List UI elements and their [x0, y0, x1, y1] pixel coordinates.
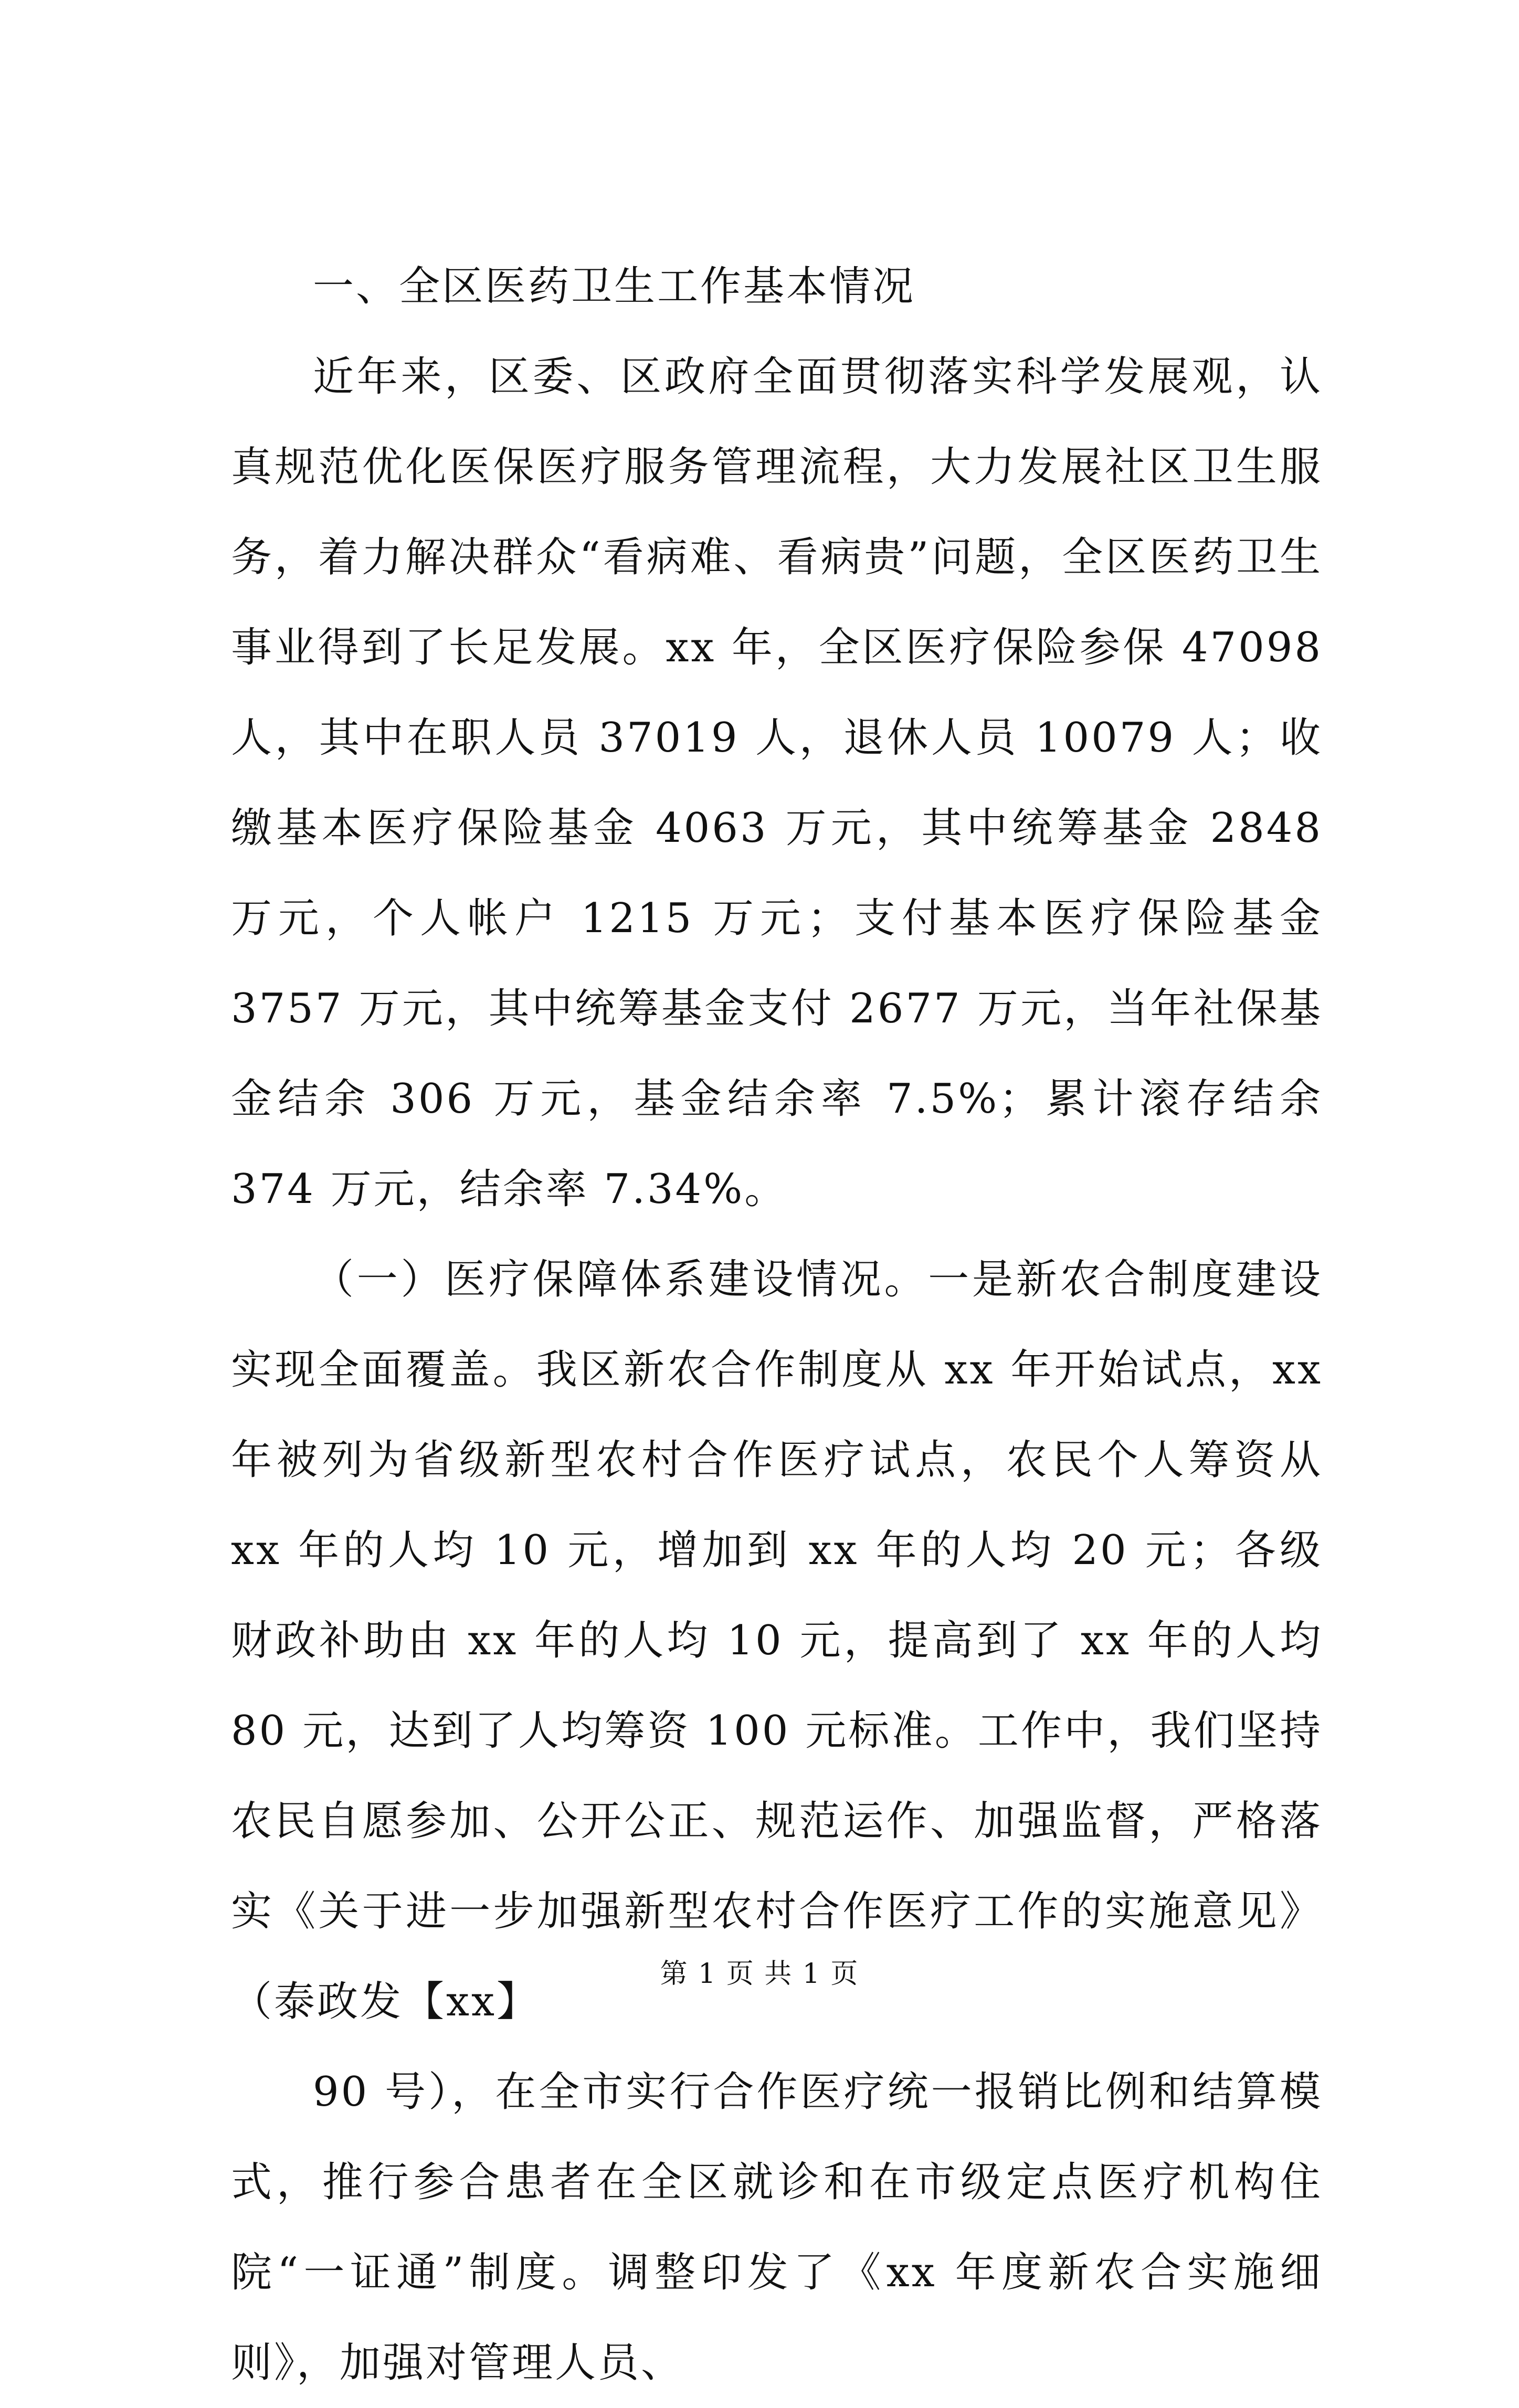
paragraph-overview: 近年来，区委、区政府全面贯彻落实科学发展观，认真规范优化医保医疗服务管理流程，大力发展社区卫生服务，着力解决群众“看病难、看病贵”问题，全区医药卫生事业得到了长足发展。xx 年，全区医疗保险参保 47098 人，其中在职人员 37019 人，退休人员 10079 人；收缴基本医疗保险基金 4063 万元，其中统筹基金 2848 万元，个人帐户 1215 万元；支付基本医疗保险基金 3757 万元，其中统筹基金支付 2677 万元，当年社保基金结余 306 万元，基金结余率 7.5%；累计滚存结余 374 万元，结余率 7.34%。 [231, 353, 1323, 1213]
paragraph-continuation: 90 号），在全市实行合作医疗统一报销比例和结算模式，推行参合患者在全区就诊和在市级定点医疗机构住院“一证通”制度。调整印发了《xx 年度新农合实施细则》，加强对管理人员、 [231, 2068, 1323, 2386]
document-body [231, 241, 1323, 2408]
section-heading: 一、全区医药卫生工作基本情况 [313, 263, 916, 310]
page-footer: 第 1 页 共 1 页 [660, 1958, 859, 1990]
paragraph-medical-security: （一）医疗保障体系建设情况。一是新农合制度建设实现全面覆盖。我区新农合作制度从 xx 年开始试点，xx 年被列为省级新型农村合作医疗试点，农民个人筹资从 xx 年的人均 10 元，增加到 xx 年的人均 20 元；各级财政补助由 xx 年的人均 10 元，提高到了 xx 年的人均 80 元，达到了人均筹资 100 元标准。工作中，我们坚持农民自愿参加、公开公正、规范运作、加强监督，严格落实《关于进一步加强新型农村合作医疗工作的实施意见》（泰政发【xx】 [231, 1256, 1323, 2025]
